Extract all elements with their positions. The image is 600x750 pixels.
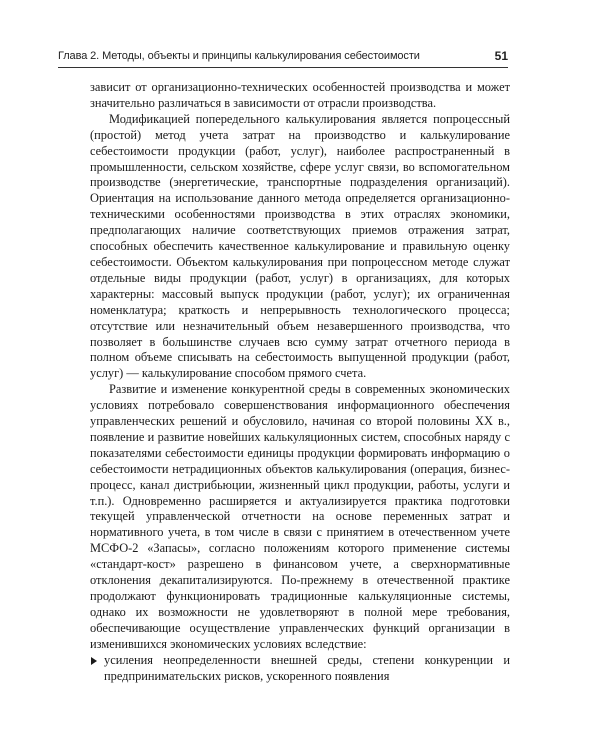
paragraph-continuation: зависит от организационно-технических особенностей производства и может значительно различаться в зависимости от отрасли производства. xyxy=(90,80,510,110)
list-item xyxy=(90,653,510,685)
body-text xyxy=(90,80,510,684)
paragraph-competitive-environment: Развитие и изменение конкурентной среды в современных экономических условиях потребовало совершенствования информационного обеспечения управленческих решений и обусловило, начиная со второй половины XX в., появление и развитие новейших калькуляционных систем, способных наряду с показателями себестоимости единицы продукции формировать информацию о себестоимости нетрадиционных объектов калькулирования (операция, бизнес-процесс, канал дистрибьюции, жизненный цикл продукции, работы, услуги и т.п.). Одновременно расширяется и актуализируется практика подготовки текущей управленческой отчетности на основе переменных затрат и нормативного учета, в том числе в связи с принятием в отечественном учете МСФО-2 «Запасы», согласно положениям которого применение системы «стандарт-кост» разрешено в финансовом учете, а сверхнормативные отклонения декапитализируются. По-прежнему в отечественной практике продолжают функционировать традиционные калькуляционные системы, однако их возможности не удовлетворяют в полной мере требования, обеспечивающие осуществление управленческих функций организации в изменившихся экономических условиях вследствие: xyxy=(90,382,510,651)
page-number: 51 xyxy=(494,49,508,63)
chapter-title: Глава 2. Методы, объекты и принципы калькулирования себестоимости xyxy=(58,50,420,62)
triangle-bullet-icon xyxy=(91,657,97,665)
list-item-text: усиления неопределенности внешней среды, степени конкуренции и предпринимательских рисков, ускоренного появления xyxy=(104,652,510,683)
paragraph-process-method: Модификацией попередельного калькулирования является попроцессный (простой) метод учета затрат на производство и калькулирование себестоимости продукции (работ, услуг), наиболее распространенный в промышленности, сельском хозяйстве, сфере услуг связи, во вспомогательном производстве (энергетические, транспортные подразделения организаций). Ориентация на использование данного метода определяется организационно-техническими особенностями производства в этих отраслях экономики, предполагающих наличие соответствующих приемов отражения затрат, способных обеспечить качественное калькулирование и правильную оценку себестоимости. Объектом калькулирования при попроцессном методе служат отдельные виды продукции (работ, услуг) в организациях, для которых характерны: массовый выпуск продукции (работ, услуг); их ограниченная номенклатура; краткость и непрерывность технологического процесса; отсутствие или незначительный объем незавершенного производства, что позволяет в большинстве случаев всю сумму затрат отчетного периода в полном объеме списывать на себестоимость выпущенной продукции (работ, услуг) — калькулирование способом прямого счета. xyxy=(90,111,510,381)
running-header xyxy=(58,48,508,66)
bullet-list xyxy=(90,653,510,685)
header-rule xyxy=(58,67,508,68)
